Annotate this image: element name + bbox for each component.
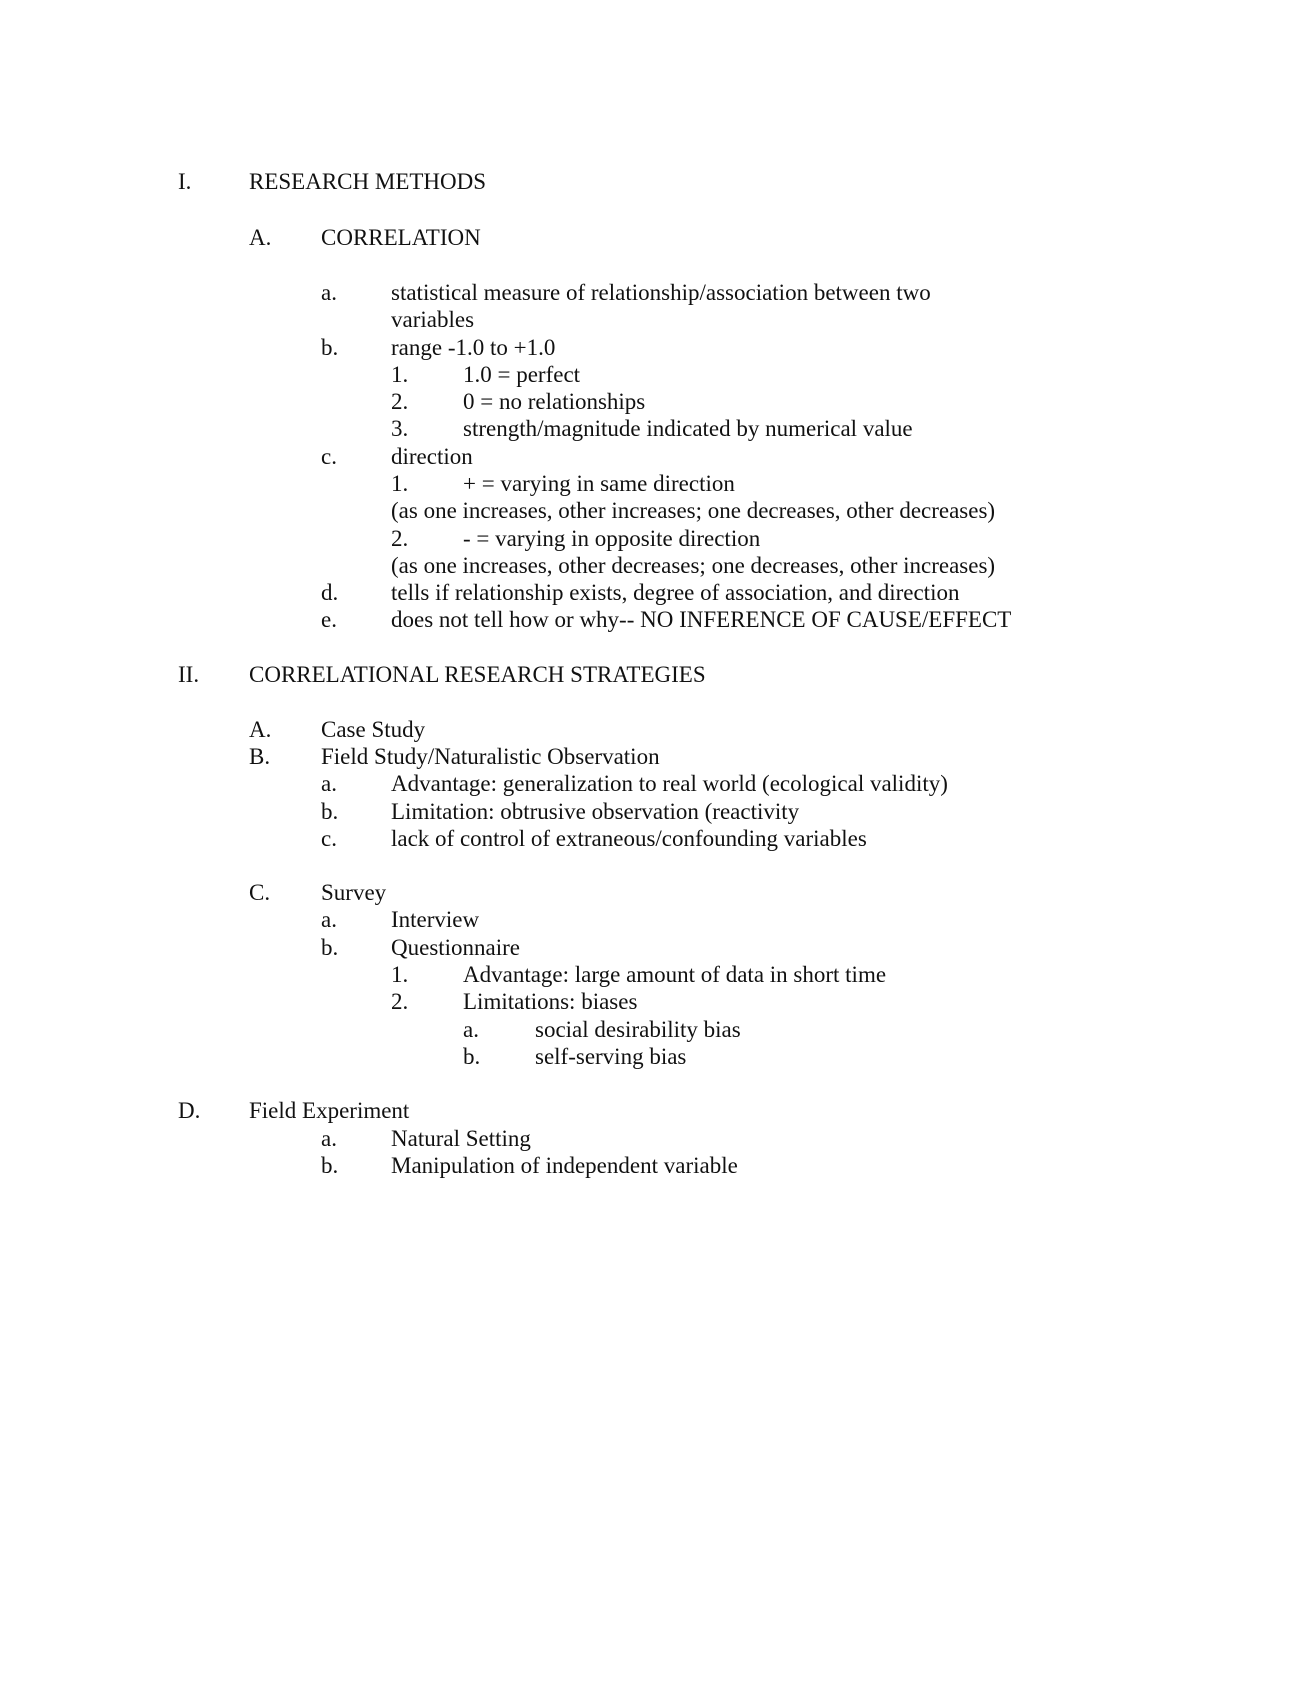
section-title: Field Experiment [249, 1098, 410, 1123]
outline-marker: 2. [391, 389, 409, 414]
outline-marker: a. [321, 1126, 337, 1151]
outline-marker: d. [321, 580, 339, 605]
outline-marker: 2. [391, 526, 409, 551]
outline-marker: b. [321, 1153, 339, 1178]
list-item-text: Interview [391, 907, 480, 932]
list-item-text: Advantage: generalization to real world (ecological validity) [391, 771, 948, 796]
list-note-text: (as one increases, other increases; one decreases, other decreases) [391, 498, 996, 523]
outline-marker: 1. [391, 471, 409, 496]
outline-marker: a. [463, 1017, 479, 1042]
outline-marker: 2. [391, 989, 409, 1014]
list-item-text: range -1.0 to +1.0 [391, 335, 556, 360]
list-subitem-text: Limitations: biases [463, 989, 638, 1014]
list-item-text: lack of control of extraneous/confounding variables [391, 826, 867, 851]
outline-marker: A. [249, 717, 272, 742]
outline-marker: II. [178, 662, 200, 687]
outline-marker: 1. [391, 962, 409, 987]
outline-marker: C. [249, 880, 271, 905]
list-item-text: Questionnaire [391, 935, 521, 960]
outline-marker: e. [321, 607, 337, 632]
list-item-text: Natural Setting [391, 1126, 531, 1151]
outline-marker: a. [321, 907, 337, 932]
list-subitem-text: - = varying in opposite direction [463, 526, 761, 551]
list-item-text: direction [391, 444, 473, 469]
list-subsubitem-text: social desirability bias [535, 1017, 741, 1042]
outline-marker: b. [321, 935, 339, 960]
outline-marker: D. [178, 1098, 201, 1123]
list-item-text: variables [391, 307, 475, 332]
list-item-text: tells if relationship exists, degree of association, and direction [391, 580, 960, 605]
list-subitem-text: Advantage: large amount of data in short time [463, 962, 887, 987]
outline-marker: c. [321, 444, 337, 469]
outline-marker: B. [249, 744, 271, 769]
outline-marker: a. [321, 280, 337, 305]
outline-marker: b. [321, 799, 339, 824]
list-subitem-text: strength/magnitude indicated by numerical value [463, 416, 913, 441]
section-title: RESEARCH METHODS [249, 169, 487, 194]
list-subsubitem-text: self-serving bias [535, 1044, 687, 1069]
outline-marker: A. [249, 225, 272, 250]
list-subitem-text: 1.0 = perfect [463, 362, 581, 387]
outline-marker: 1. [391, 362, 409, 387]
outline-marker: c. [321, 826, 337, 851]
outline-marker: I. [178, 169, 192, 194]
list-item-text: Manipulation of independent variable [391, 1153, 738, 1178]
list-subitem-text: 0 = no relationships [463, 389, 646, 414]
subsection-title: Case Study [321, 717, 426, 742]
list-item-text: statistical measure of relationship/association between two [391, 280, 931, 305]
list-note-text: (as one increases, other decreases; one decreases, other increases) [391, 553, 996, 578]
section-title: CORRELATIONAL RESEARCH STRATEGIES [249, 662, 706, 687]
outline-marker: 3. [391, 416, 409, 441]
list-item-text: does not tell how or why-- NO INFERENCE OF CAUSE/EFFECT [391, 607, 1012, 632]
list-item-text: Limitation: obtrusive observation (reactivity [391, 799, 800, 824]
subsection-title: Survey [321, 880, 387, 905]
outline-marker: b. [321, 335, 339, 360]
list-subitem-text: + = varying in same direction [463, 471, 735, 496]
subsection-title: CORRELATION [321, 225, 481, 250]
outline-marker: b. [463, 1044, 481, 1069]
subsection-title: Field Study/Naturalistic Observation [321, 744, 660, 769]
outline-marker: a. [321, 771, 337, 796]
